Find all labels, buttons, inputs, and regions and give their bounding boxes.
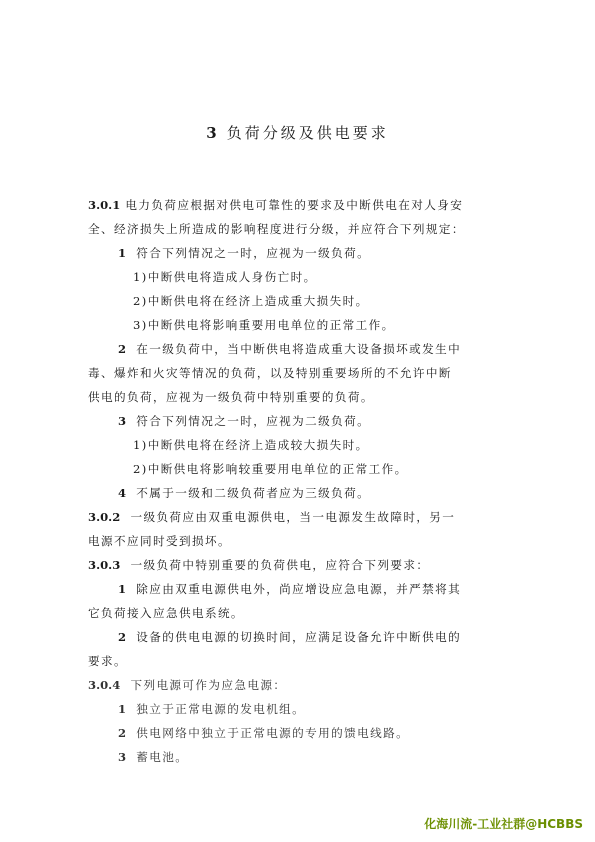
item-text: 供电网络中独立于正常电源的专用的馈电线路。 [136,726,410,740]
item-text: 毒、爆炸和火灾等情况的负荷，以及特别重要场所的不允许中断 [88,366,452,380]
item-text: 它负荷接入应急供电系统。 [88,606,244,620]
item-4-line [118,486,370,500]
source-1-line [118,702,305,716]
item-number: 3 [118,750,127,764]
item-text: 除应由双重电源供电外，尚应增设应急电源，并严禁将其 [136,582,462,596]
item-text: 不属于一级和二级负荷者应为三级负荷。 [136,486,371,500]
sub-item-line [133,318,395,332]
req-1-line-2 [88,606,244,620]
item-text: 供电的负荷，应视为一级负荷中特别重要的负荷。 [88,390,374,404]
item-number: 2 [118,726,127,740]
item-1-line [118,246,370,260]
item-number: 1 [118,246,127,260]
item-text: 要求。 [88,654,127,668]
clause-text: 电力负荷应根据对供电可靠性的要求及中断供电在对人身安 [125,198,464,212]
req-2-line-1 [118,630,461,644]
watermark: 化海川流-工业社群@HCBBS [424,817,583,831]
item-number: 2 [118,342,127,356]
item-text: 设备的供电电源的切换时间，应满足设备允许中断供电的 [136,630,462,644]
clause-text: 一级负荷应由双重电源供电，当一电源发生故障时，另一 [130,510,456,524]
source-2-line [118,726,409,740]
sub-item-text: 3)中断供电将影响重要用电单位的正常工作。 [133,318,395,332]
clause-number: 3.0.2 [88,510,121,524]
clause-text: 全、经济损失上所造成的影响程度进行分级，并应符合下列规定： [88,222,465,236]
sub-item-text: 2)中断供电将影响较重要用电单位的正常工作。 [133,462,408,476]
sub-item-line [133,438,369,452]
item-text: 符合下列情况之一时，应视为二级负荷。 [136,414,371,428]
sub-item-text: 1)中断供电将在经济上造成较大损失时。 [133,438,369,452]
item-text: 符合下列情况之一时，应视为一级负荷。 [136,246,371,260]
clause-3-0-3-line [88,558,429,572]
item-3-line [118,414,370,428]
clause-number: 3.0.4 [88,678,121,692]
clause-3-0-1-line-2 [88,222,465,236]
clause-3-0-4-line [88,678,286,692]
clause-text: 一级负荷中特别重要的负荷供电，应符合下列要求： [130,558,430,572]
sub-item-line [133,270,317,284]
item-text: 蓄电池。 [136,750,189,764]
clause-number: 3.0.1 [88,198,121,212]
clause-3-0-2-line-1 [88,510,455,524]
item-number: 1 [118,702,127,716]
req-2-line-2 [88,654,127,668]
chapter-title: 负荷分级及供电要求 [226,124,389,142]
item-number: 4 [118,486,127,500]
clause-text: 电源不应同时受到损坏。 [88,534,231,548]
source-3-line [118,750,188,764]
item-2-line-3 [88,390,374,404]
clause-3-0-1-line-1 [88,198,463,212]
item-text: 独立于正常电源的发电机组。 [136,702,306,716]
sub-item-text: 1)中断供电将造成人身伤亡时。 [133,270,317,284]
item-text: 在一级负荷中，当中断供电将造成重大设备损坏或发生中 [136,342,462,356]
page-title [0,122,595,143]
sub-item-line [133,462,408,476]
clause-3-0-2-line-2 [88,534,231,548]
item-2-line-1 [118,342,461,356]
clause-text: 下列电源可作为应急电源： [130,678,287,692]
sub-item-line [133,294,369,308]
item-number: 2 [118,630,127,644]
item-2-line-2 [88,366,452,380]
item-number: 1 [118,582,127,596]
req-1-line-1 [118,582,461,596]
chapter-number: 3 [206,124,217,142]
item-number: 3 [118,414,127,428]
clause-number: 3.0.3 [88,558,121,572]
sub-item-text: 2)中断供电将在经济上造成重大损失时。 [133,294,369,308]
